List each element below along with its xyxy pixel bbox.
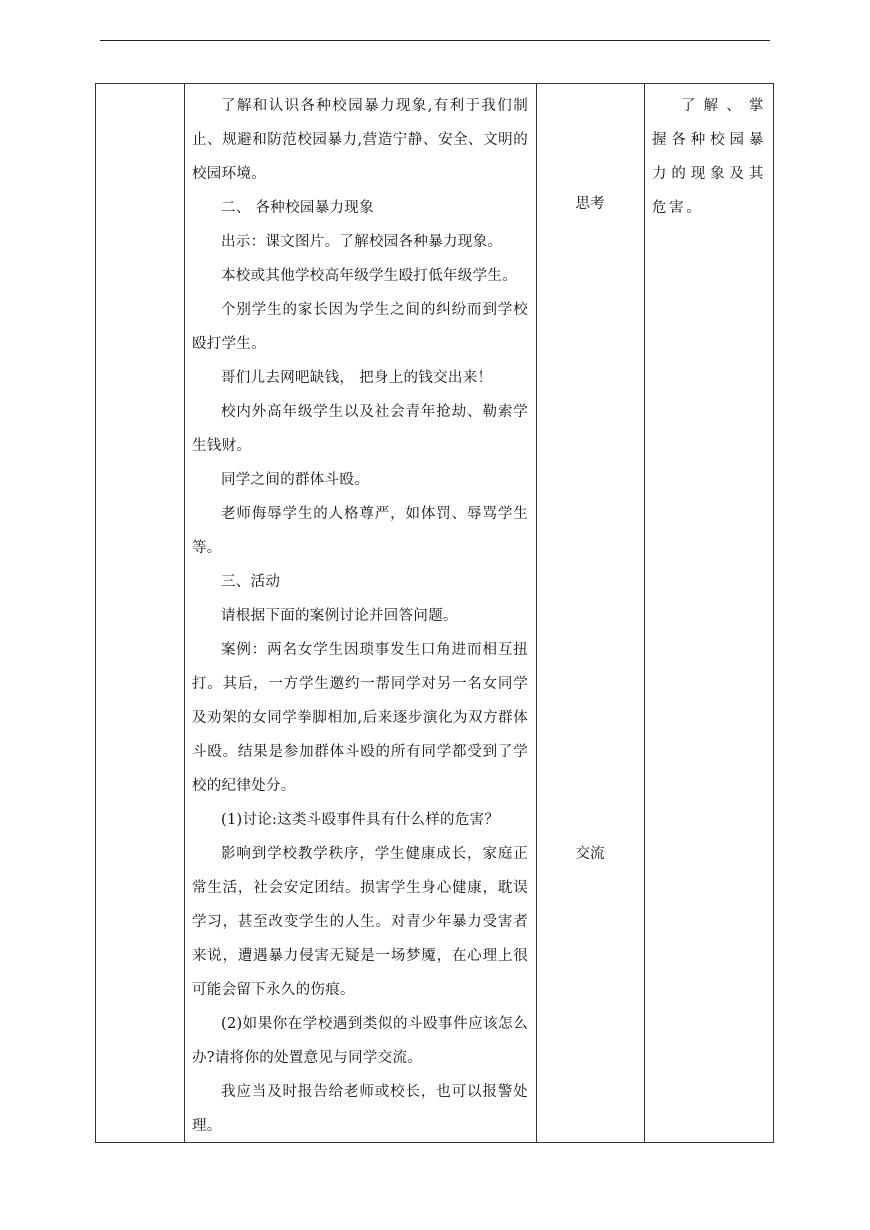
content-paragraph: 个别学生的家长因为学生之间的纠纷而到学校殴打学生。 bbox=[192, 302, 528, 352]
content-paragraph: 哥们儿去网吧缺钱， 把身上的钱交出来！ bbox=[221, 370, 493, 386]
content-paragraph: 老师侮辱学生的人格尊严，如体罚、辱骂学生等。 bbox=[192, 506, 528, 556]
case-paragraph: 案例：两名女学生因琐事发生口角进而相互扭打。其后，一方学生邀约一帮同学对另一名女同学及劝架的女同学拳脚相加,后来逐步演化为双方群体斗殴。结果是参加群体斗殴的所有同学都受到了学校的纪律处分。 bbox=[192, 642, 528, 794]
activity-think-label: 思考 bbox=[575, 196, 605, 212]
answer-paragraph: 我应当及时报告给老师或校长，也可以报警处理。 bbox=[192, 1084, 528, 1134]
content-paragraph: 本校或其他学校高年级学生殴打低年级学生。 bbox=[221, 268, 517, 284]
content-paragraph: 出示：课文图片。了解校园各种暴力现象。 bbox=[221, 234, 503, 250]
column-divider bbox=[644, 84, 645, 1142]
teaching-content-cell bbox=[184, 89, 536, 1143]
question-paragraph: (2)如果你在学校遇到类似的斗殴事件应该怎么办?请将你的处置意见与同学交流。 bbox=[192, 1016, 528, 1066]
student-activity-cell bbox=[536, 84, 644, 1142]
content-paragraph: 同学之间的群体斗殴。 bbox=[221, 472, 369, 488]
lesson-plan-table bbox=[95, 83, 774, 1143]
content-paragraph: 校内外高年级学生以及社会青年抢劫、勒索学生钱财。 bbox=[192, 404, 528, 454]
section-heading: 三、活动 bbox=[221, 574, 281, 590]
design-intent-cell: 了解、掌握各种校园暴力的现象及其危害。 bbox=[652, 98, 766, 216]
activity-discuss-label: 交流 bbox=[575, 846, 605, 862]
blank-left-cell bbox=[96, 84, 184, 1142]
question-paragraph: (1)讨论:这类斗殴事件具有什么样的危害？ bbox=[221, 812, 500, 828]
content-paragraph: 请根据下面的案例讨论并回答问题。 bbox=[221, 608, 458, 624]
answer-paragraph: 影响到学校教学秩序，学生健康成长，家庭正常生活，社会安定团结。损害学生身心健康，耽误学习，甚至改变学生的人生。对青少年暴力受害者来说，遭遇暴力侵害无疑是一场梦魇，在心理上很可能会留下永久的伤痕。 bbox=[192, 846, 528, 998]
section-heading: 二、 各种校园暴力现象 bbox=[221, 200, 374, 216]
content-paragraph: 了解和认识各种校园暴力现象,有利于我们制止、规避和防范校园暴力,营造宁静、安全、文明的校园环境。 bbox=[192, 98, 528, 182]
header-rule bbox=[100, 40, 770, 41]
